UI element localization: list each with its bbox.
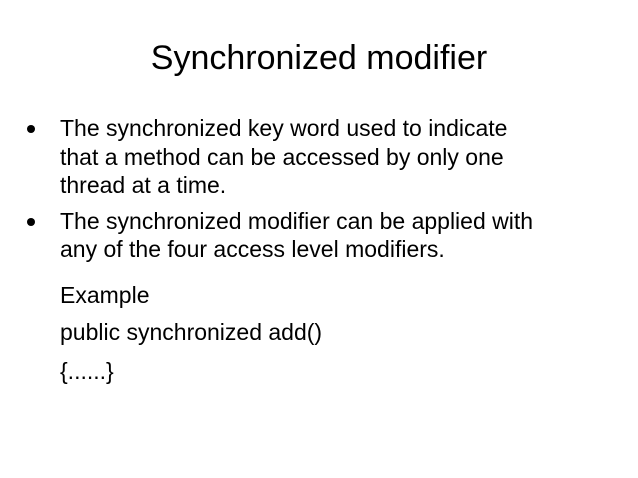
bullet-line: The synchronized key word used to indicate [60, 115, 508, 141]
bullet-line: any of the four access level modifiers. [60, 236, 445, 262]
bullet-line: thread at a time. [60, 172, 227, 198]
bullet-list [27, 114, 607, 271]
bullet-line: that a method can be accessed by only one [60, 143, 504, 170]
bullet-item [27, 114, 607, 200]
code-line: public synchronized add() [60, 319, 323, 345]
example-label: Example [60, 282, 150, 308]
bullet-line: The synchronized modifier can be applied with [60, 207, 534, 234]
bullet-dot-icon [27, 218, 35, 226]
bullet-item [27, 207, 607, 264]
code-line: {......} [60, 358, 114, 384]
slide-title: Synchronized modifier [150, 39, 488, 77]
bullet-dot-icon [27, 125, 35, 133]
